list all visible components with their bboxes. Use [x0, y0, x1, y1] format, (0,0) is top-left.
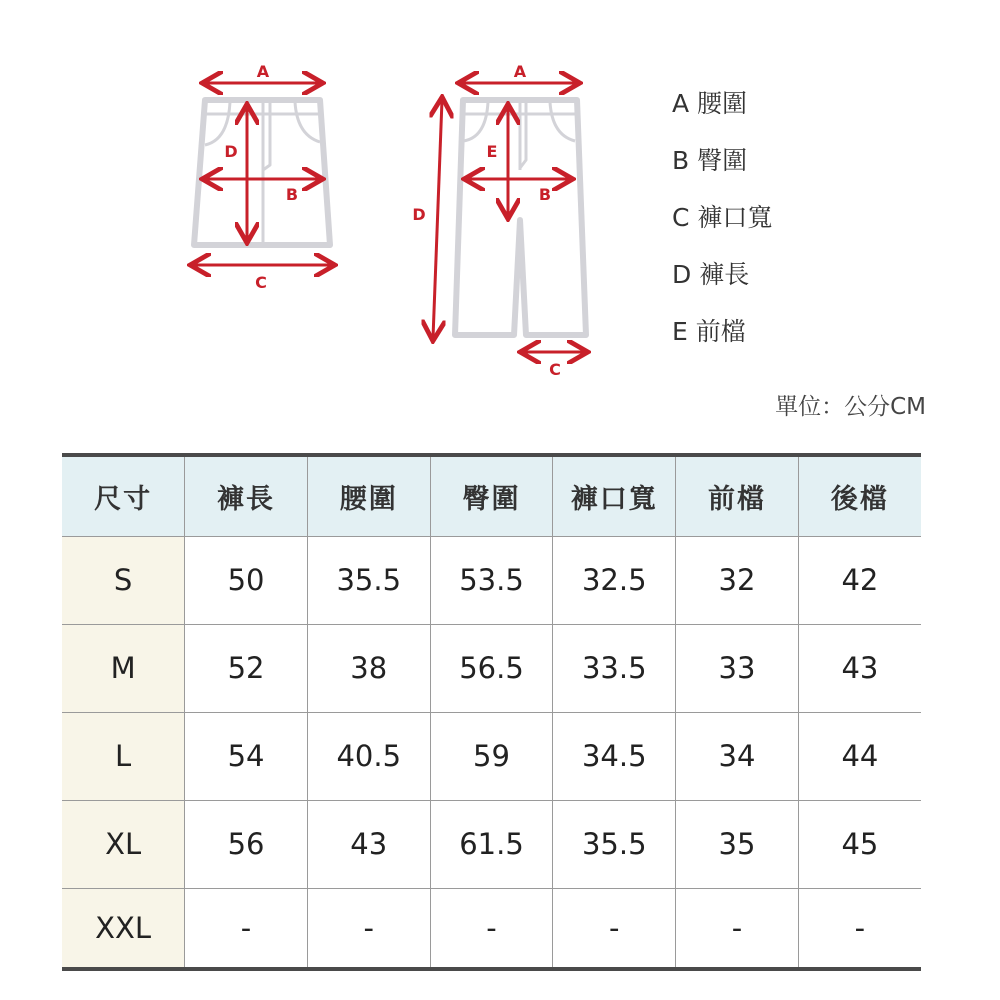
value-cell: 34.5 — [553, 712, 676, 800]
size-cell: S — [62, 536, 185, 624]
column-header: 臀圍 — [430, 455, 553, 536]
value-cell: 35 — [676, 800, 799, 888]
value-cell: 53.5 — [430, 536, 553, 624]
value-cell: 40.5 — [307, 712, 430, 800]
column-header: 前檔 — [676, 455, 799, 536]
value-cell: 52 — [185, 624, 308, 712]
value-cell: 34 — [676, 712, 799, 800]
value-cell: - — [676, 888, 799, 969]
value-cell: 44 — [798, 712, 921, 800]
value-cell: 32.5 — [553, 536, 676, 624]
value-cell: 45 — [798, 800, 921, 888]
pants-label-c: C — [549, 360, 561, 379]
pants-label-a: A — [513, 62, 527, 81]
table-row — [62, 800, 921, 888]
value-cell: 50 — [185, 536, 308, 624]
pants-label-b: B — [538, 185, 552, 204]
shorts-label-c: C — [255, 273, 267, 292]
size-table — [62, 453, 921, 971]
size-cell: L — [62, 712, 185, 800]
legend-item-hip: B 臀圍 — [672, 146, 748, 175]
unit-note: 單位：公分CM — [775, 394, 926, 420]
shorts-label-a: A — [256, 62, 270, 81]
column-header: 尺寸 — [62, 455, 185, 536]
table-row — [62, 624, 921, 712]
pants-label-e: E — [486, 142, 498, 161]
value-cell: - — [185, 888, 308, 969]
value-cell: 35.5 — [307, 536, 430, 624]
value-cell: 35.5 — [553, 800, 676, 888]
shorts-label-b: B — [285, 185, 299, 204]
table-row — [62, 712, 921, 800]
value-cell: 43 — [798, 624, 921, 712]
value-cell: 32 — [676, 536, 799, 624]
value-cell: - — [798, 888, 921, 969]
size-cell: M — [62, 624, 185, 712]
column-header: 褲口寬 — [553, 455, 676, 536]
value-cell: 56.5 — [430, 624, 553, 712]
column-header: 褲長 — [185, 455, 308, 536]
value-cell: 61.5 — [430, 800, 553, 888]
value-cell: 43 — [307, 800, 430, 888]
value-cell: - — [430, 888, 553, 969]
size-cell: XXL — [62, 888, 185, 969]
value-cell: - — [307, 888, 430, 969]
pants-length-arrow — [433, 100, 442, 338]
pants-outline — [455, 100, 586, 335]
table-row — [62, 536, 921, 624]
column-header: 後檔 — [798, 455, 921, 536]
value-cell: 33 — [676, 624, 799, 712]
table-header-row — [62, 455, 921, 536]
size-cell: XL — [62, 800, 185, 888]
legend-item-hem: C 褲口寬 — [672, 203, 773, 232]
value-cell: 54 — [185, 712, 308, 800]
column-header: 腰圍 — [307, 455, 430, 536]
measurement-diagram — [180, 50, 610, 390]
value-cell: 42 — [798, 536, 921, 624]
legend-item-rise: E 前檔 — [672, 317, 746, 346]
legend-item-waist: A 腰圍 — [672, 89, 748, 118]
shorts-label-d: D — [224, 142, 238, 161]
value-cell: 59 — [430, 712, 553, 800]
value-cell: - — [553, 888, 676, 969]
value-cell: 38 — [307, 624, 430, 712]
value-cell: 33.5 — [553, 624, 676, 712]
legend-item-length: D 褲長 — [672, 260, 750, 289]
pants-label-d: D — [412, 205, 426, 224]
table-row — [62, 888, 921, 969]
measurement-legend — [672, 84, 772, 369]
value-cell: 56 — [185, 800, 308, 888]
shorts-outline — [194, 100, 330, 245]
